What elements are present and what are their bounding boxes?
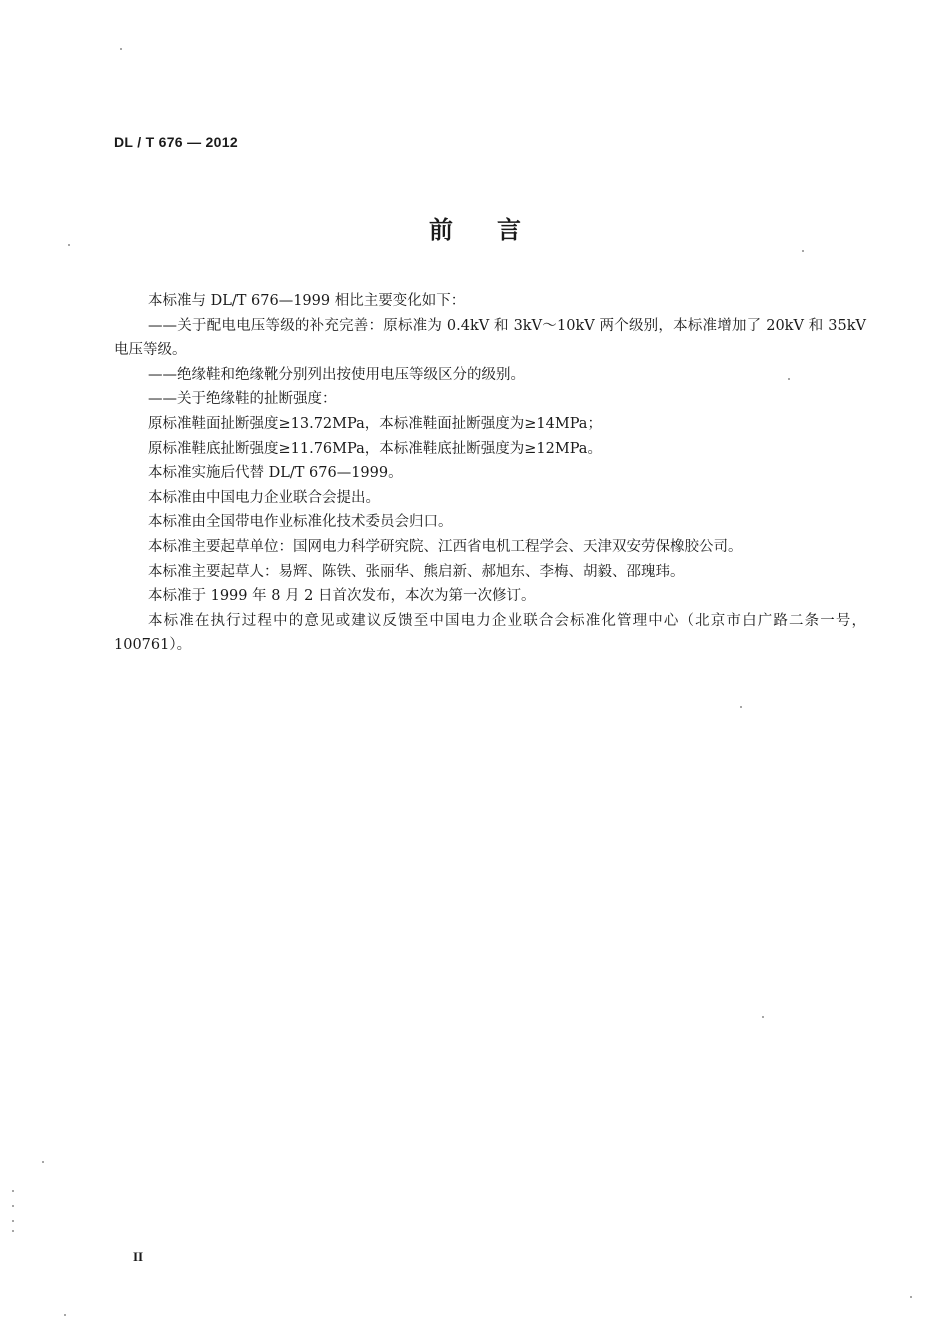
paragraph-upper-strength: 原标准鞋面扯断强度≥13.72MPa，本标准鞋面扯断强度为≥14MPa； <box>148 415 602 432</box>
paragraph-proposed-by: 本标准由中国电力企业联合会提出。 <box>148 489 380 506</box>
page-title: 前言 <box>429 216 565 244</box>
scan-speck <box>68 244 70 246</box>
scan-speck <box>910 1296 912 1298</box>
page-number: II <box>133 1249 144 1264</box>
scan-speck <box>740 706 742 708</box>
paragraph-managed-by: 本标准由全国带电作业标准化技术委员会归口。 <box>148 514 453 531</box>
scan-speck <box>42 1161 44 1163</box>
scan-speck <box>12 1220 14 1222</box>
scan-speck <box>12 1230 14 1232</box>
scan-speck <box>120 48 122 50</box>
scan-speck <box>64 1314 66 1316</box>
paragraph-sole-strength: 原标准鞋底扯断强度≥11.76MPa，本标准鞋底扯断强度为≥12MPa。 <box>148 440 602 457</box>
paragraph-feedback: 本标准在执行过程中的意见或建议反馈至中国电力企业联合会标准化管理中心（北京市白广路二条一号，100761）。 <box>114 612 866 654</box>
paragraph-tensile-strength: ——关于绝缘鞋的扯断强度： <box>148 391 337 408</box>
paragraph-drafters: 本标准主要起草人：易辉、陈铁、张丽华、熊启新、郝旭东、李梅、胡毅、邵瑰玮。 <box>148 563 685 580</box>
scan-speck <box>12 1205 14 1207</box>
paragraph-changes-intro: 本标准与 DL/T 676—1999 相比主要变化如下： <box>148 293 466 309</box>
paragraph-voltage-levels: ——关于配电电压等级的补充完善：原标准为 0.4kV 和 3kV～10kV 两个级别，本标准增加了 20kV 和 35kV 电压等级。 <box>114 317 866 359</box>
document-code: DL / T 676 — 2012 <box>114 134 238 150</box>
scan-speck <box>762 1016 764 1018</box>
scan-speck <box>12 1190 14 1192</box>
scan-speck <box>788 378 790 380</box>
paragraph-drafting-units: 本标准主要起草单位：国网电力科学研究院、江西省电机工程学会、天津双安劳保橡胶公司。 <box>148 538 743 555</box>
foreword-body <box>114 289 866 658</box>
scan-speck <box>802 250 804 252</box>
paragraph-shoe-boot-levels: ——绝缘鞋和绝缘靴分别列出按使用电压等级区分的级别。 <box>148 366 525 383</box>
paragraph-publication-history: 本标准于 1999 年 8 月 2 日首次发布，本次为第一次修订。 <box>148 588 536 605</box>
paragraph-replaces: 本标准实施后代替 DL/T 676—1999。 <box>148 465 403 482</box>
